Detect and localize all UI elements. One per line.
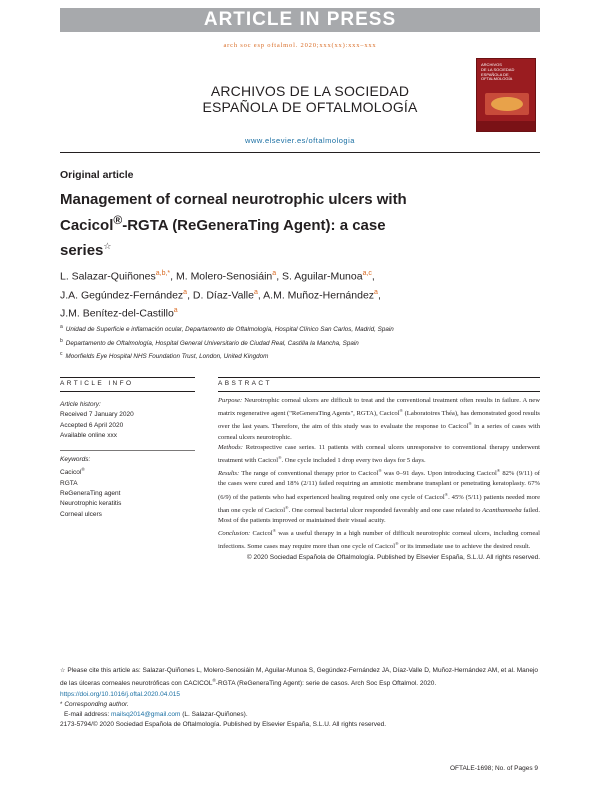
email-note: E-mail address: mailsq2014@gmail.com (L. Salazar-Quiñones). <box>64 710 248 718</box>
author-affiliation-mark[interactable]: a <box>173 307 178 314</box>
cover-title: ARCHIVOS DE LA SOCIEDAD ESPAÑOLA DE OFTALMOLOGÍA <box>481 62 515 82</box>
keywords-label: Keywords: <box>60 455 91 463</box>
title-footnote-mark[interactable]: ☆ <box>103 241 112 251</box>
abstract-results: Results: The range of conventional therapy prior to Cacicol® was 0–91 days. Upon introducing Cacicol® 82% (9/11) of the cases were cured and 18% (2/11) failed requiring an amniotic membrane transplant or penetrating keratoplasty. 67% (6/9) of the patients who had experienced healing required only one cycle of Cacicol®. 45% (5/11) patients needed more than one cycle of Cacicol®. One corneal bacterial ulcer responded favorably and one case related to Acanthamoeba failed. Most of the patients improved or maintained their visual acuity. <box>218 468 541 525</box>
keyword: Corneal ulcers <box>60 510 102 518</box>
author: M. Molero-Senosiáin <box>175 270 273 283</box>
affiliation: $^b$ Departamento de Oftalmología, Hospital General Universitario de Ciudad Real, Castilla la Mancha, Spain <box>60 337 359 347</box>
abstract-body <box>218 396 540 563</box>
author-affiliation-mark[interactable]: a <box>183 288 188 296</box>
author: J.A. Gegúndez-Fernández <box>60 289 184 301</box>
history-label: Article history: <box>60 401 101 408</box>
keyword: ReGeneraTing agent <box>60 490 121 497</box>
journal-name-line2: ESPAÑOLA DE OFTALMOLOGÍA <box>202 99 418 115</box>
author-affiliation-mark[interactable]: a <box>253 288 258 296</box>
abstract-rule <box>218 391 540 392</box>
info-divider <box>60 450 195 451</box>
abstract-purpose: Purpose: Neurotrophic corneal ulcers are difficult to treat and the conventional treatment often results in failure. A new matrix regenerative agent ("ReGeneraTing Agents", RGTA), Cacicol® (Laboratoires Théa), has demonstrated good results over the last years. Therefore, the aim of this study was to evaluate the response to Cacicol® in a series of cases with corneal ulcers neurotrophic. <box>218 397 541 441</box>
email-link[interactable]: mailsq2014@gmail.com <box>110 710 181 718</box>
author-affiliation-mark[interactable]: a,c <box>362 270 372 277</box>
article-title: Management of corneal neurotrophic ulcers with Cacicol®-RGTA (ReGeneraTing Agent): a case series☆ <box>60 191 407 259</box>
citation-note: ☆ Please cite this article as: Salazar-Quiñones L, Molero-Senosiáin M, Aguilar-Munoa S, Gegúndez-Fernández JA, Díaz-Valle D, Muñoz-Hernández AM, et al. Manejo de las úlceras corneales neurotróficas con CACICOL®-RGTA (ReGeneraTing Agent): serie de casos. Arch Soc Esp Oftalmol. 2020. https://doi.org/10.1016/j.oftal.2020.04.015 <box>60 667 539 698</box>
cover-illustration-eye <box>491 97 523 111</box>
page-info: OFTALE-1698; No. of Pages 9 <box>449 765 538 772</box>
accepted-date: Accepted 6 April 2020 <box>60 421 124 429</box>
issn-copyright: 2173-5794/© 2020 Sociedad Española de Oftalmología. Published by Elsevier España, S.L.U. All rights reserved. <box>60 721 387 729</box>
keyword: RGTA <box>60 479 78 487</box>
affiliation: $^a$ Unidad de Superficie e inflamación ocular, Departamento de Oftalmología, Hospital Clínico San Carlos, Madrid, Spain <box>60 324 394 334</box>
article-info-rule-top <box>60 377 195 378</box>
author-affiliation-mark[interactable]: a <box>272 270 277 277</box>
author: A.M. Muñoz-Hernández <box>263 289 375 301</box>
footnotes <box>60 666 540 730</box>
received-date: Received 7 January 2020 <box>60 411 134 419</box>
article-in-press-banner: ARTICLE IN PRESS <box>60 8 540 32</box>
article-type: Original article <box>60 169 134 181</box>
journal-cover-image <box>476 58 536 132</box>
doi-link[interactable]: https://doi.org/10.1016/j.oftal.2020.04.015 <box>60 690 180 698</box>
author-list: L. Salazar-Quiñones$^{a,b,*}$, M. Molero-Senosiáin$^a$, S. Aguilar-Munoa$^{a,c}$, J.A. Gegúndez-Fernández$^a$, D. Díaz-Valle$^a$, A.M. Muñoz-Hernández$^a$, J.M. Benítez-del-Castillo$^a$ <box>60 270 381 320</box>
keyword: Cacicol® <box>60 467 85 477</box>
abstract-copyright: © 2020 Sociedad Española de Oftalmología. Published by Elsevier España, S.L.U. All rights reserved. <box>246 553 540 561</box>
journal-url-link[interactable]: www.elsevier.es/oftalmologia <box>245 136 355 145</box>
author-affiliation-mark[interactable]: a,b,* <box>155 270 171 277</box>
journal-name <box>170 83 450 115</box>
cover-band <box>477 121 535 131</box>
journal-reference: arch soc esp oftalmol. 2020;xxx(xx):xxx–xxx <box>223 42 377 49</box>
journal-name-line1: ARCHIVOS DE LA SOCIEDAD <box>210 83 410 99</box>
author-affiliation-mark[interactable]: a <box>374 288 378 296</box>
author: L. Salazar-Quiñones <box>60 270 156 283</box>
abstract-methods: Methods: Retrospective case series. 11 patients with corneal ulcers unresponsive to conventional therapy underwent treatment with Cacicol®. One cycle included 1 drop every two days for 5 days. <box>218 443 540 465</box>
author: S. Aguilar-Munoa <box>282 270 363 283</box>
abstract-rule-top <box>218 377 540 378</box>
online-date: Available online xxx <box>60 432 117 440</box>
author: D. Díaz-Valle <box>192 289 254 301</box>
author: J.M. Benítez-del-Castillo <box>60 307 174 320</box>
abstract-conclusion: Conclusion: Cacicol® was a useful therapy in a high number of difficult neurotrophic corneal ulcers, including corneal infections. Some cases may require more than one cycle of Cacicol® or its immediate use to achieve the desired result. <box>218 528 540 551</box>
header-divider <box>60 152 540 153</box>
article-info-panel <box>60 400 195 520</box>
article-info-rule <box>60 391 195 392</box>
affiliation: $^c$ Moorfields Eye Hospital NHS Foundation Trust, London, United Kingdom <box>60 351 269 361</box>
affiliation-list <box>60 322 540 363</box>
article-info-heading: ARTICLE INFO <box>60 380 134 387</box>
corresponding-author-note: * Corresponding author. <box>60 700 129 708</box>
abstract-heading: ABSTRACT <box>218 380 272 387</box>
keyword: Neurotrophic keratitis <box>60 500 122 508</box>
